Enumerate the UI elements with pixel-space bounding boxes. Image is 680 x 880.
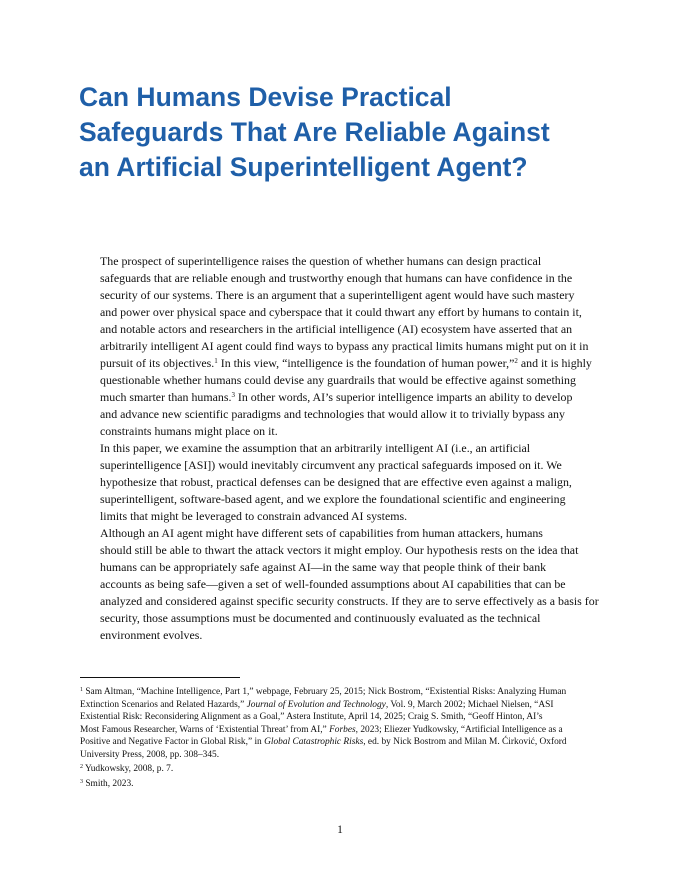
text-line: accounts as being safe—given a set of well-founded assumptions about AI capabilities that can be — [100, 577, 566, 591]
footnote-ref-2[interactable]: 2 — [514, 357, 518, 365]
text-fragment: pursuit of its objectives. — [100, 356, 215, 370]
title-line: an Artificial Superintelligent Agent? — [79, 152, 528, 182]
body-text — [80, 253, 604, 644]
text-line: questionable whether humans could devise any guardrails that would be effective against something — [100, 373, 576, 387]
text-line: The prospect of superintelligence raises the question of whether humans can design practical — [100, 254, 542, 268]
paragraph-2 — [80, 440, 604, 525]
footnote-divider — [80, 677, 240, 678]
footnote-3 — [80, 778, 604, 791]
text-line: arbitrarily intelligent AI agent could find ways to bypass any practical limits humans might put on it in — [100, 339, 589, 353]
text-line: safeguards that are reliable enough and trustworthy enough that humans can have confidence in the — [100, 271, 573, 285]
text-line: analyzed and considered against specific security constructs. If they are to serve effectively as a basis for — [100, 594, 599, 608]
text-fragment: much smarter than humans. — [100, 390, 232, 404]
book-title: Global Catastrophic Risks — [264, 737, 364, 747]
text-line: humans can be appropriately safe against AI—in the same way that people think of their bank — [100, 560, 547, 574]
text-line: limits that might be leveraged to constrain advanced AI systems. — [100, 509, 408, 523]
paragraph-3 — [80, 525, 604, 644]
footnote-ref-3[interactable]: 3 — [231, 391, 235, 399]
text-line: hypothesize that robust, practical defenses can be designed that are effective even against a malign, — [100, 475, 572, 489]
footnote-ref-1[interactable]: 1 — [214, 357, 218, 365]
text-fragment: Sam Altman, “Machine Intelligence, Part 1,” webpage, February 25, 2015; Nick Bostrom, “Existential Risks: Analyzing Human — [85, 687, 567, 697]
text-line: constraints humans might place on it. — [100, 424, 278, 438]
journal-title: Journal of Evolution and Technology — [246, 699, 386, 710]
text-fragment: and it is highly — [517, 356, 592, 370]
text-line: Although an AI agent might have different sets of capabilities from human attackers, humans — [100, 526, 543, 540]
text-line — [80, 763, 604, 776]
text-line: Existential Risk: Reconsidering Alignment as a Goal,” Astera Institute, April 14, 2025; Craig S. Smith, “Geoff Hinton, AI’s — [80, 712, 543, 722]
text-line — [80, 699, 604, 712]
text-fragment: Yudkowsky, 2008, p. 7. — [85, 764, 174, 774]
title-line: Safeguards That Are Reliable Against — [79, 117, 550, 147]
text-line — [80, 724, 604, 737]
footnote-number: 2 — [80, 764, 83, 770]
text-fragment: Positive and Negative Factor in Global Risk,” in — [80, 737, 265, 747]
text-line: security, those assumptions must be documented and continuously evaluated as the technical — [100, 611, 541, 625]
text-fragment: , Vol. 9, March 2002; Michael Nielsen, “ASI — [385, 699, 554, 710]
text-fragment: , 2023; Eliezer Yudkowsky, “Artificial Intelligence as a — [355, 724, 563, 735]
footnote-number: 3 — [80, 778, 83, 785]
text-fragment: In other words, AI’s superior intelligence imparts an ability to develop — [234, 390, 573, 404]
text-fragment: Smith, 2023. — [85, 778, 134, 789]
text-line — [80, 736, 604, 749]
text-line: and power over physical space and cyberspace that it could thwart any effort by humans to contain it, — [100, 305, 582, 319]
text-line: superintelligence [ASI]) would inevitably circumvent any practical safeguards imposed on it. We — [100, 458, 562, 472]
page-number: 1 — [337, 824, 343, 836]
text-line: should still be able to thwart the attack vectors it might employ. Our hypothesis rests on the idea that — [100, 543, 579, 557]
footnote-1 — [80, 686, 604, 761]
text-line: and notable actors and researchers in the artificial intelligence (AI) ecosystem have asserted that an — [100, 322, 573, 336]
text-line: and advance new scientific paradigms and technologies that would allow it to trivially bypass any — [100, 407, 565, 421]
text-line — [80, 355, 604, 372]
text-line — [80, 778, 604, 791]
text-line: superintelligent, software-based agent, and we explore the foundational scientific and engineering — [100, 492, 566, 506]
text-line — [80, 389, 604, 406]
text-line: environment evolves. — [100, 628, 203, 642]
title-line: Can Humans Devise Practical — [79, 82, 452, 112]
footnote-2 — [80, 763, 604, 776]
text-fragment: , ed. by Nick Bostrom and Milan M. Ćirković, Oxford — [363, 737, 567, 747]
text-fragment: Extinction Scenarios and Related Hazards,” — [80, 699, 247, 710]
footnote-number: 1 — [80, 687, 83, 693]
publication-title: Forbes — [329, 724, 356, 735]
text-line: University Press, 2008, pp. 308–345. — [80, 749, 220, 760]
paragraph-1 — [80, 253, 604, 440]
page-title — [79, 80, 639, 185]
text-fragment: Most Famous Researcher, Warns of ‘Existential Threat’ from AI,” — [80, 724, 330, 735]
footnotes — [80, 686, 604, 792]
text-line: security of our systems. There is an argument that a superintelligent agent would have such mastery — [100, 288, 575, 302]
text-line — [80, 686, 604, 699]
text-fragment: In this view, “intelligence is the foundation of human power,” — [217, 356, 515, 370]
text-line: In this paper, we examine the assumption that an arbitrarily intelligent AI (i.e., an artificial — [100, 441, 531, 455]
